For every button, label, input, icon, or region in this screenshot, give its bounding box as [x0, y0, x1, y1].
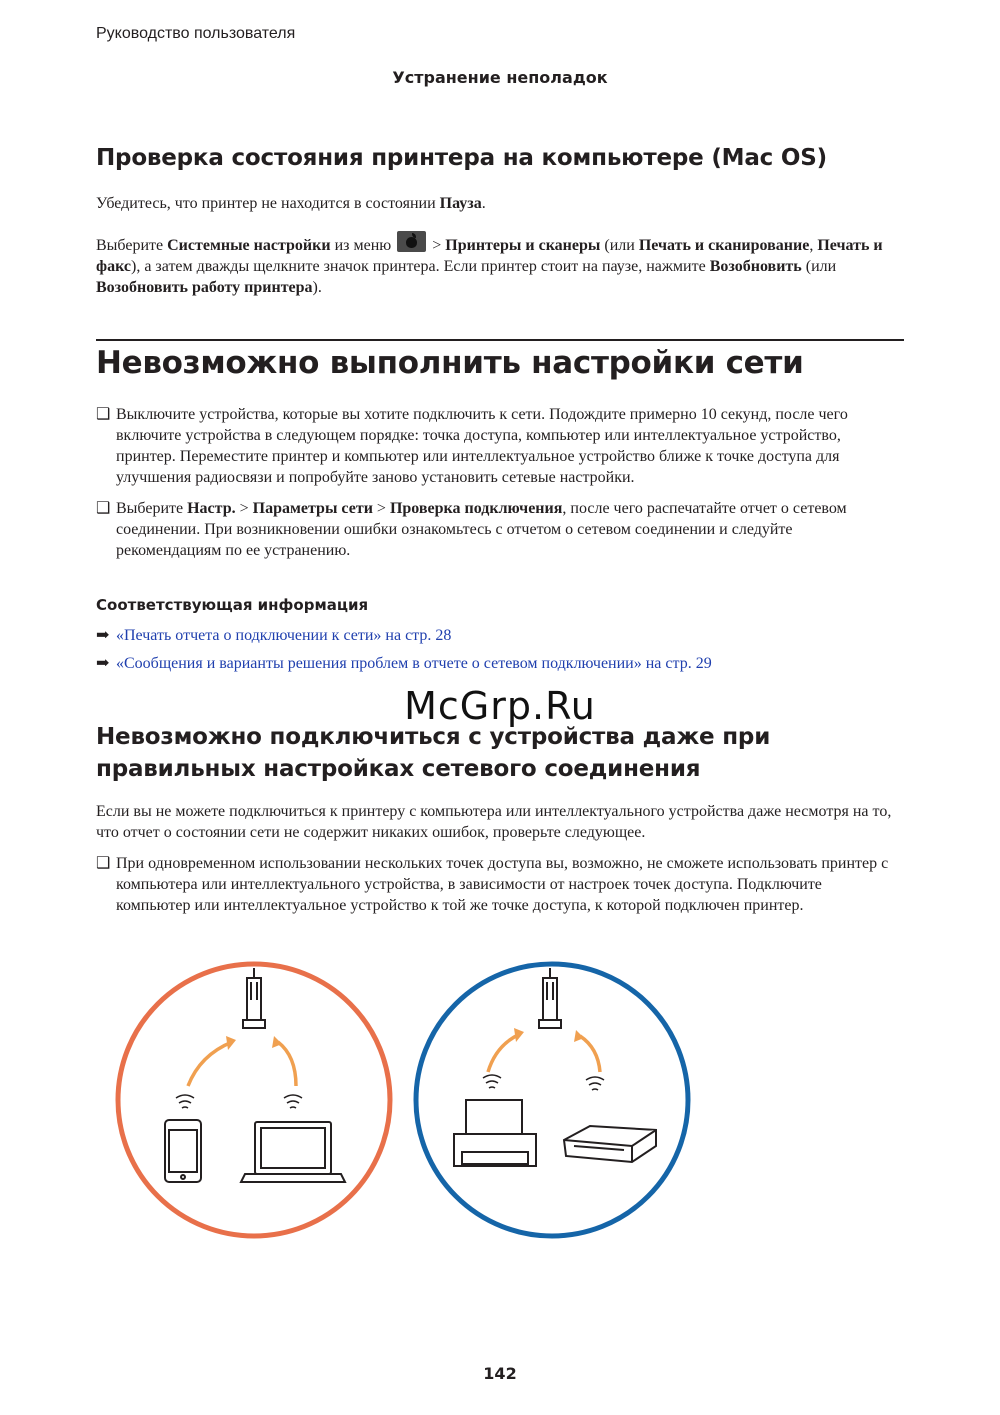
- heading-macos-check: Проверка состояния принтера на компьютере (Mac OS): [96, 145, 827, 171]
- signal-arrow: [188, 1042, 232, 1086]
- arrow-right-icon: ➡: [96, 627, 110, 644]
- scanner-icon: [564, 1126, 656, 1162]
- heading-network-settings: Невозможно выполнить настройки сети: [96, 345, 804, 381]
- list-item: ❑ Выключите устройства, которые вы хотите подключить к сети. Подождите примерно 10 секунд, после чего включите устройства в следующем порядке: точка доступа, компьютер или интеллектуальное устройство, принтер. Переместите принтер и компьютер или интеллектуальное устройство ближе к точке доступа для улучшения радиосвязи и попробуйте заново установить сетевые настройки.: [96, 406, 848, 486]
- list-item: ❑ Выберите Настр. > Параметры сети > Проверка подключения, после чего распечатайте отчет о сетевом соединении. При возникновении ошибки ознакомьтесь с отчетом о сетевом соединении и следуйте рекомендациям по ее устранению.: [96, 500, 847, 559]
- wifi-icon: [586, 1077, 604, 1090]
- signal-arrow: [580, 1036, 600, 1072]
- paragraph-system-settings: Выберите Системные настройки из меню > Принтеры и сканеры (или Печать и сканирование, Печать и факс), а затем дважды щелкните значок принтера. Если принтер стоит на паузе, нажмите Возобновить (или Возобновить работу принтера).: [96, 231, 896, 298]
- arrow-right-icon: ➡: [96, 655, 110, 672]
- page-number: 142: [483, 1364, 517, 1383]
- link-connection-report[interactable]: «Печать отчета о подключении к сети» на стр. 28: [116, 627, 452, 644]
- access-point-diagram: [110, 960, 710, 1260]
- related-info-heading: Соответствующая информация: [96, 596, 369, 614]
- smartphone-icon: [165, 1120, 201, 1182]
- related-link-row: [96, 653, 712, 674]
- link-report-messages[interactable]: «Сообщения и варианты решения проблем в отчете о сетевом подключении» на стр. 29: [116, 655, 712, 672]
- checkbox-bullet-icon: ❑: [96, 855, 111, 872]
- apple-menu-icon: [397, 231, 426, 252]
- network-group-phone-laptop: [118, 964, 390, 1236]
- access-point-icon: [243, 968, 265, 1028]
- checkbox-bullet-icon: ❑: [96, 500, 111, 517]
- related-link-row: [96, 625, 451, 646]
- signal-arrow: [278, 1042, 296, 1086]
- section-divider: [96, 339, 904, 341]
- running-header: Руководство пользователя: [96, 25, 296, 42]
- checkbox-bullet-icon: ❑: [96, 406, 111, 423]
- signal-arrow: [488, 1034, 520, 1072]
- laptop-icon: [241, 1122, 345, 1182]
- heading-cannot-connect: Невозможно подключиться с устройства даже при правильных настройках сетевого соединения: [96, 724, 771, 782]
- printer-icon: [454, 1100, 536, 1166]
- access-point-icon: [539, 968, 561, 1028]
- wifi-icon: [483, 1075, 501, 1088]
- network-group-printer-scanner: [416, 964, 688, 1236]
- section-title: Устранение неполадок: [392, 68, 608, 87]
- wifi-icon: [284, 1095, 302, 1108]
- list-item: ❑ При одновременном использовании нескольких точек доступа вы, возможно, не сможете использовать принтер с компьютера или интеллектуального устройства, в зависимости от настроек точек доступа. Подключите компьютер или интеллектуальное устройство к той же точке доступа, к которой подключен принтер.: [96, 855, 889, 914]
- wifi-icon: [176, 1095, 194, 1108]
- paragraph-connect-intro: Если вы не можете подключиться к принтеру с компьютера или интеллектуального устройства даже несмотря на то, что отчет о состоянии сети не содержит никаких ошибок, проверьте следующее.: [96, 803, 892, 841]
- paragraph-pause-check: Убедитесь, что принтер не находится в состоянии Пауза.: [96, 195, 486, 212]
- watermark: McGrp.Ru: [404, 684, 596, 728]
